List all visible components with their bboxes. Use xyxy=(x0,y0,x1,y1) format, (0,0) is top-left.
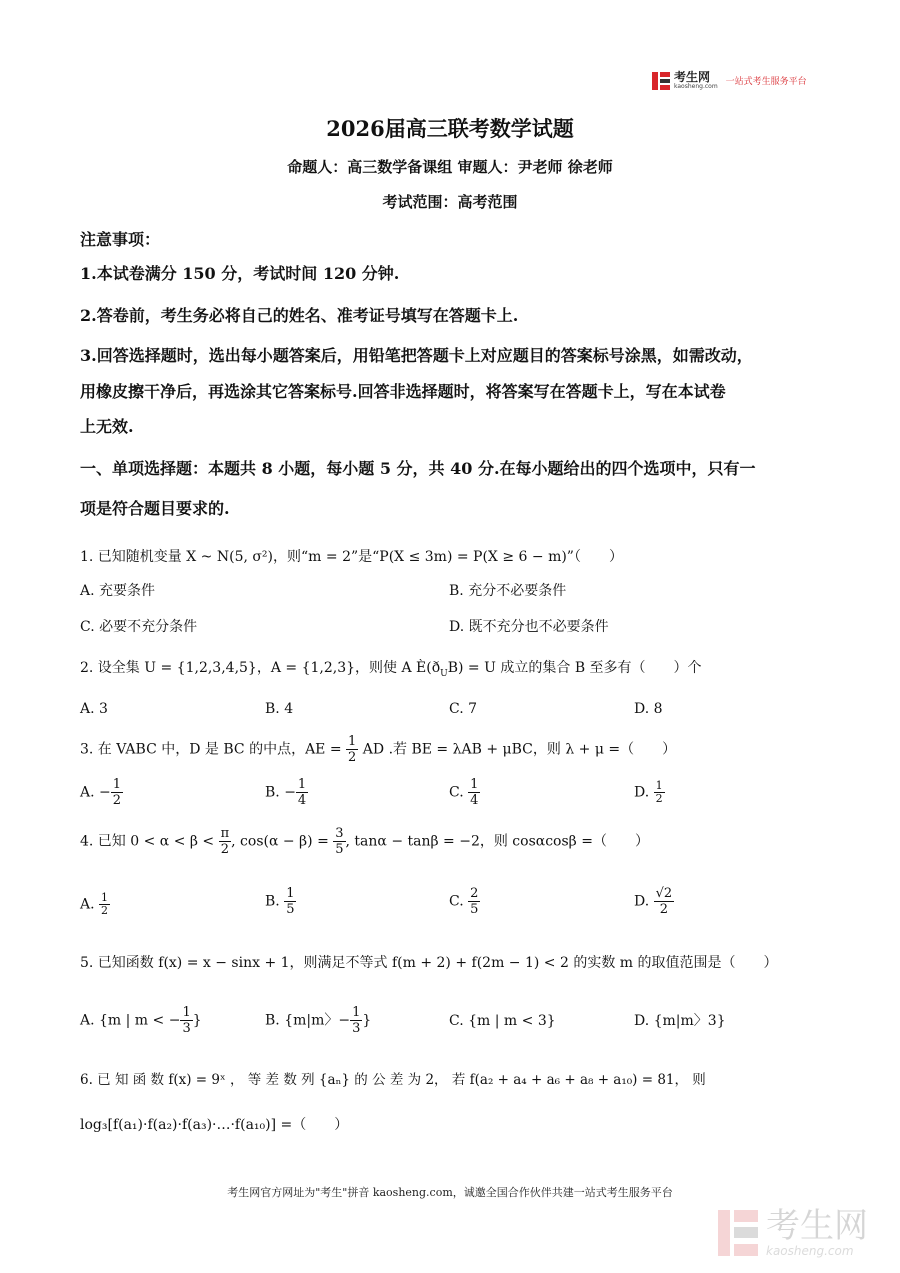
q2-option-b: B. 4 xyxy=(265,701,294,717)
q4-option-b: B. $\frac{1}{5}$ xyxy=(265,886,295,917)
q1-option-c: C. 必要不充分条件 xyxy=(80,619,198,635)
q5-stem: 5. 已知函数 f(x) = x − sinx + 1，则满足不等式 f(m + 2) + f(2m − 1) < 2 的实数 m 的取值范围是（ ） xyxy=(80,955,778,971)
q5-option-b: B. {m|m〉− $\frac{1}{3}$ } xyxy=(265,1005,372,1036)
brand-logo-icon xyxy=(652,72,670,90)
q1-option-b: B. 充分不必要条件 xyxy=(449,583,567,599)
q2-option-a: A. 3 xyxy=(80,701,108,717)
brand-logo xyxy=(652,71,807,90)
q5-option-a: A. {m | m < − $\frac{1}{3}$ } xyxy=(80,1005,202,1036)
note-1: 1.本试卷满分 150 分，考试时间 120 分钟. xyxy=(80,264,400,283)
note-3-line2: 用橡皮擦干净后，再选涂其它答案标号.回答非选择题时，将答案写在答题卡上，写在本试卷 xyxy=(80,382,726,401)
q3-option-a: A. − $\frac{1}{2}$ xyxy=(80,777,122,808)
watermark-domain: kaosheng.com xyxy=(766,1244,854,1258)
section-heading-line2: 项是符合题目要求的. xyxy=(80,499,230,518)
note-3-line3: 上无效. xyxy=(80,417,134,436)
note-2: 2.答卷前，考生务必将自己的姓名、准考证号填写在答题卡上. xyxy=(80,306,519,325)
q2-stem-part2: B) = U 成立的集合 B 至多有（ ）个 xyxy=(447,660,702,676)
q2-option-d: D. 8 xyxy=(634,701,663,717)
q3-fraction: $\frac{1}{2}$ xyxy=(348,734,357,765)
section-heading-line1: 一、单项选择题：本题共 8 小题，每小题 5 分，共 40 分.在每小题给出的四个选项中，只有一 xyxy=(80,459,756,478)
brand-slogan: 一站式考生服务平台 xyxy=(725,77,807,87)
authors-line: 命题人：高三数学备课组 审题人：尹老师 徐老师 xyxy=(287,158,613,176)
watermark-name: 考生网 xyxy=(766,1206,868,1246)
q4-cos-fraction: $\frac{3}{5}$ xyxy=(335,826,344,857)
scope-line: 考试范围：高考范围 xyxy=(382,193,518,211)
watermark xyxy=(718,1208,868,1258)
q3-stem-part1: 3. 在 VABC 中，D 是 BC 的中点，AE = xyxy=(80,741,342,758)
q2-option-c: C. 7 xyxy=(449,701,478,717)
q1-option-d: D. 既不充分也不必要条件 xyxy=(449,619,609,635)
q5-option-c: C. {m | m < 3} xyxy=(449,1013,556,1029)
page-title: 2026届高三联考数学试题 xyxy=(326,116,574,141)
q2-sub: U xyxy=(440,668,448,679)
q1-stem: 1. 已知随机变量 X ~ N(5, σ²)，则“m = 2”是“P(X ≤ 3m) = P(X ≥ 6 − m)”（ ） xyxy=(80,549,623,565)
q4-option-d: D. $\frac{√2}{2}$ xyxy=(634,886,673,917)
watermark-logo-icon xyxy=(718,1210,758,1256)
q3-option-b: B. − $\frac{1}{4}$ xyxy=(265,777,307,808)
q2-stem-part1: 2. 设全集 U = {1,2,3,4,5}，A = {1,2,3}，则使 A È(ð xyxy=(80,660,441,676)
note-3-line1: 3.回答选择题时，选出每小题答案后，用铅笔把答题卡上对应题目的答案标号涂黑，如需改动， xyxy=(80,346,753,365)
q6-stem-line2: log₃[f(a₁)·f(a₂)·f(a₃)·…·f(a₁₀)] =（ ） xyxy=(80,1117,349,1133)
q1-option-a: A. 充要条件 xyxy=(80,583,156,599)
page-footer: 考生网官方网址为"考生"拼音 kaosheng.com，诚邀全国合作伙伴共建一站式考生服务平台 xyxy=(227,1186,673,1199)
brand-name: 考生网 xyxy=(674,70,711,84)
q3-option-c: C. $\frac{1}{4}$ xyxy=(449,777,479,808)
brand-domain: kaosheng.com xyxy=(674,83,718,90)
q4-pi-fraction: $\frac{\pi}{2}$ xyxy=(220,826,230,857)
q3-stem-part2: AD .若 BE = λAB + μBC，则 λ + μ =（ ） xyxy=(362,741,677,758)
q4-option-c: C. $\frac{2}{5}$ xyxy=(449,886,479,917)
q3-stem xyxy=(80,734,676,765)
q2-stem xyxy=(80,658,702,684)
q4-stem: 4. 已知 0 < α < β < $\frac{\pi}{2}$ , cos(α − β) = $\frac{3}{5}$ , tanα − tanβ = −2，则 cosαcosβ =（ ） xyxy=(80,826,649,857)
q5-option-d: D. {m|m〉3} xyxy=(634,1013,726,1029)
q4-option-a: A. $\frac{1}{2}$ xyxy=(80,891,109,917)
q6-stem-line1: 6. 已 知 函 数 f(x) = 9ˣ ， 等 差 数 列 {aₙ} 的 公 差 为 2， 若 f(a₂ + a₄ + a₆ + a₈ + a₁₀) = 81， 则 xyxy=(80,1072,706,1088)
q3-option-d: D. $\frac{1}{2}$ xyxy=(634,779,663,805)
notes-heading: 注意事项： xyxy=(80,230,161,249)
